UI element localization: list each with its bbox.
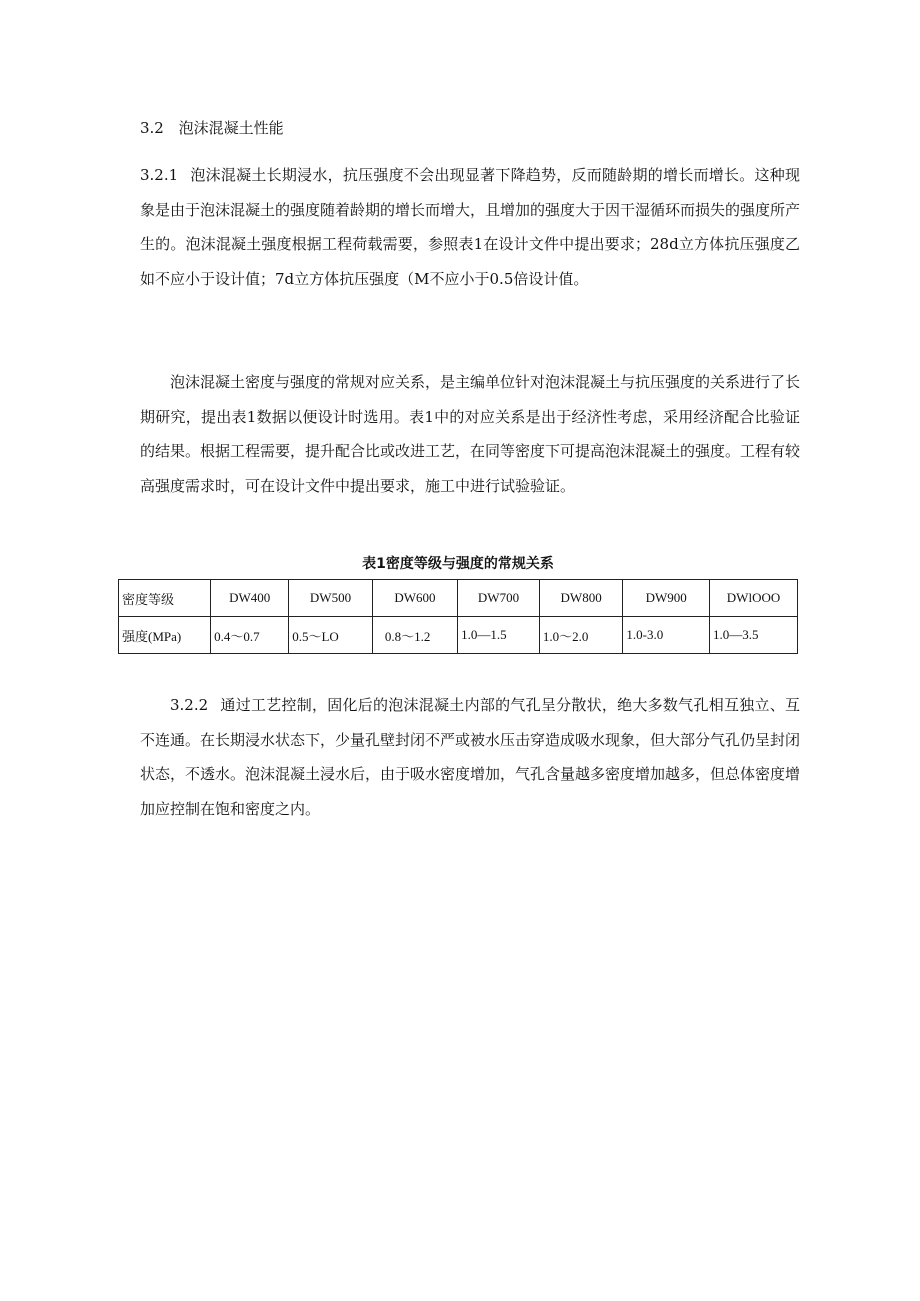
grade-cell: DW800 [539,580,623,617]
strength-cell: 1.0—3.5 [710,617,798,654]
grade-cell: DWlOOO [710,580,798,617]
strength-cell: 1.0～2.0 [539,617,623,654]
table-row-strength [119,617,798,654]
strength-cell: 0.5～LO [289,617,373,654]
paragraph-text: 泡沫混凝土长期浸水，抗压强度不会出现显著下降趋势，反而随龄期的增长而增长。这种现象是由于泡沫混凝土的强度随着龄期的增长而增大，且增加的强度大于因干湿循环而损失的强度所产生的。泡沫混凝土强度根据工程荷载需要，参照表1在设计文件中提出要求；28d立方体抗压强度乙如不应小于设计值；7d立方体抗压强度（M不应小于0.5倍设计值。 [140,166,801,288]
paragraph-number: 3.2.2 [170,696,209,714]
row-label: 强度(MPa) [119,617,211,654]
paragraph-density-strength [140,365,800,503]
paragraph-3-2-2 [140,688,800,826]
paragraph-number: 3.2.1 [140,166,179,184]
paragraph-3-2-1 [140,158,800,296]
table-caption: 表1密度等级与强度的常规关系 [362,556,554,572]
grade-cell: DW700 [458,580,540,617]
table-row-density-grade [119,580,798,617]
strength-cell: 0.8～1.2 [372,617,457,654]
section-number: 3.2 [140,119,164,137]
grade-cell: DW400 [211,580,289,617]
strength-cell: 1.0—1.5 [458,617,540,654]
grade-cell: DW900 [623,580,710,617]
strength-cell: 0.4～0.7 [211,617,289,654]
section-title: 泡沫混凝土性能 [178,119,284,137]
strength-cell: 1.0-3.0 [623,617,710,654]
row-label: 密度等级 [119,580,211,617]
grade-cell: DW600 [372,580,457,617]
paragraph-text: 通过工艺控制，固化后的泡沫混凝土内部的气孔呈分散状，绝大多数气孔相互独立、互不连通。在长期浸水状态下，少量孔壁封闭不严或被水压击穿造成吸水现象，但大部分气孔仍呈封闭状态，不透水。泡沫混凝土浸水后，由于吸水密度增加，气孔含量越多密度增加越多，但总体密度增加应控制在饱和密度之内。 [140,696,801,818]
section-heading [140,116,284,140]
density-strength-table [118,579,798,654]
paragraph-text: 泡沫混凝土密度与强度的常规对应关系，是主编单位针对泡沫混凝土与抗压强度的关系进行了长期研究，提出表1数据以便设计时选用。表1中的对应关系是出于经济性考虑，采用经济配合比验证的结果。根据工程需要，提升配合比或改进工艺，在同等密度下可提高泡沫混凝土的强度。工程有较高强度需求时，可在设计文件中提出要求，施工中进行试验验证。 [140,373,801,495]
grade-cell: DW500 [289,580,373,617]
